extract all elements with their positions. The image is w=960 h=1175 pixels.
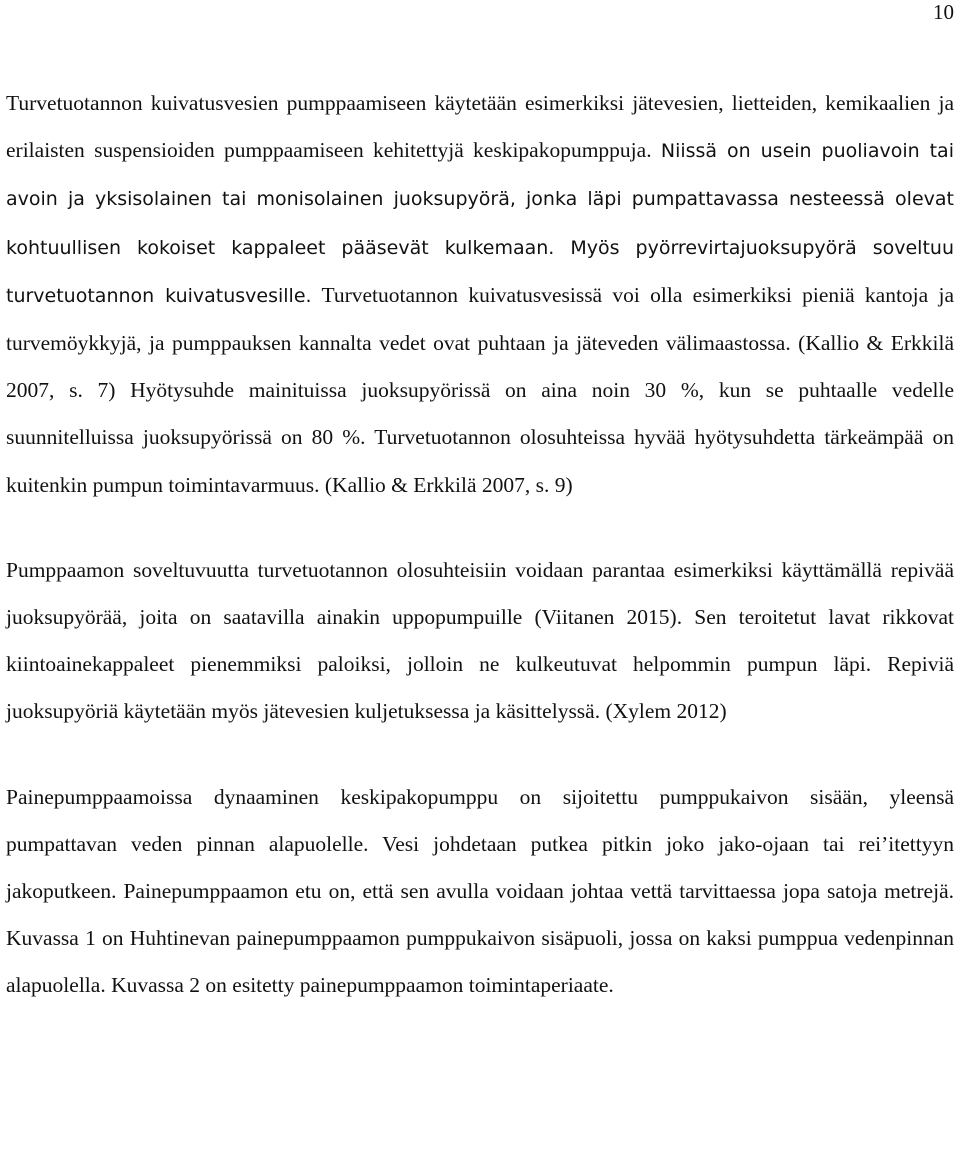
- document-body: [6, 80, 954, 1010]
- paragraph-3: [6, 774, 954, 1010]
- paragraph-3-segment-1: Painepumppaamoissa dynaaminen keskipakopumppu on sijoitettu pumppukaivon sisään, yleensä pumpattavan veden pinnan alapuolelle. Vesi johdetaan putkea pitkin joko jako-ojaan tai rei’itettyyn jakoputkeen. Painepumppaamon etu on, että sen avulla voidaan johtaa vettä tarvittaessa jopa satoja metrejä. Kuvassa 1 on Huhtinevan painepumppaamon pumppukaivon sisäpuoli, jossa on kaksi pumppua vedenpinnan alapuolella. Kuvassa 2 on esitetty painepumppaamon toimintaperiaate.: [6, 784, 954, 998]
- paragraph-2: [6, 547, 954, 736]
- paragraph-1-segment-2: Niissä on usein puoliavoin tai avoin ja yksisolainen tai monisolainen juoksupyörä, jonka läpi pumpattavassa nesteessä olevat kohtuullisen kokoiset kappaleet pääsevät kulkemaan. Myös pyörrevirtajuoksupyörä soveltuu turvetuotannon kuivatusvesille.: [6, 140, 954, 307]
- page-number: 10: [933, 0, 954, 24]
- paragraph-1-segment-1: Turvetuotannon kuivatusvesien pumppaamiseen käytetään esimerkiksi jätevesien, lietteiden, kemikaalien ja erilaisten suspensioiden pumppaamiseen kehitettyjä keskipakopumppuja.: [6, 91, 954, 163]
- paragraph-2-segment-1: Pumppaamon soveltuvuutta turvetuotannon olosuhteisiin voidaan parantaa esimerkiksi käyttämällä repivää juoksupyörää, joita on saatavilla ainakin uppopumpuille (Viitanen 2015). Sen teroitetut lavat rikkovat kiintoainekappaleet pienemmiksi paloiksi, jolloin ne kulkeutuvat helpommin pumpun läpi. Repiviä juoksupyöriä käytetään myös jätevesien kuljetuksessa ja käsittelyssä. (Xylem 2012): [6, 557, 954, 724]
- paragraph-1-segment-3: Turvetuotannon kuivatusvesissä voi olla esimerkiksi pieniä kantoja ja turvemöykkyjä, ja pumppauksen kannalta vedet ovat puhtaan ja jäteveden välimaastossa. (Kallio & Erkkilä 2007, s. 7) Hyötysuhde mainituissa juoksupyörissä on aina noin 30 %, kun se puhtaalle vedelle suunnitelluissa juoksupyörissä on 80 %. Turvetuotannon olosuhteissa hyvää hyötysuhdetta tärkeämpää on kuitenkin pumpun toimintavarmuus. (Kallio & Erkkilä 2007, s. 9): [6, 282, 954, 497]
- paragraph-1: [6, 80, 954, 509]
